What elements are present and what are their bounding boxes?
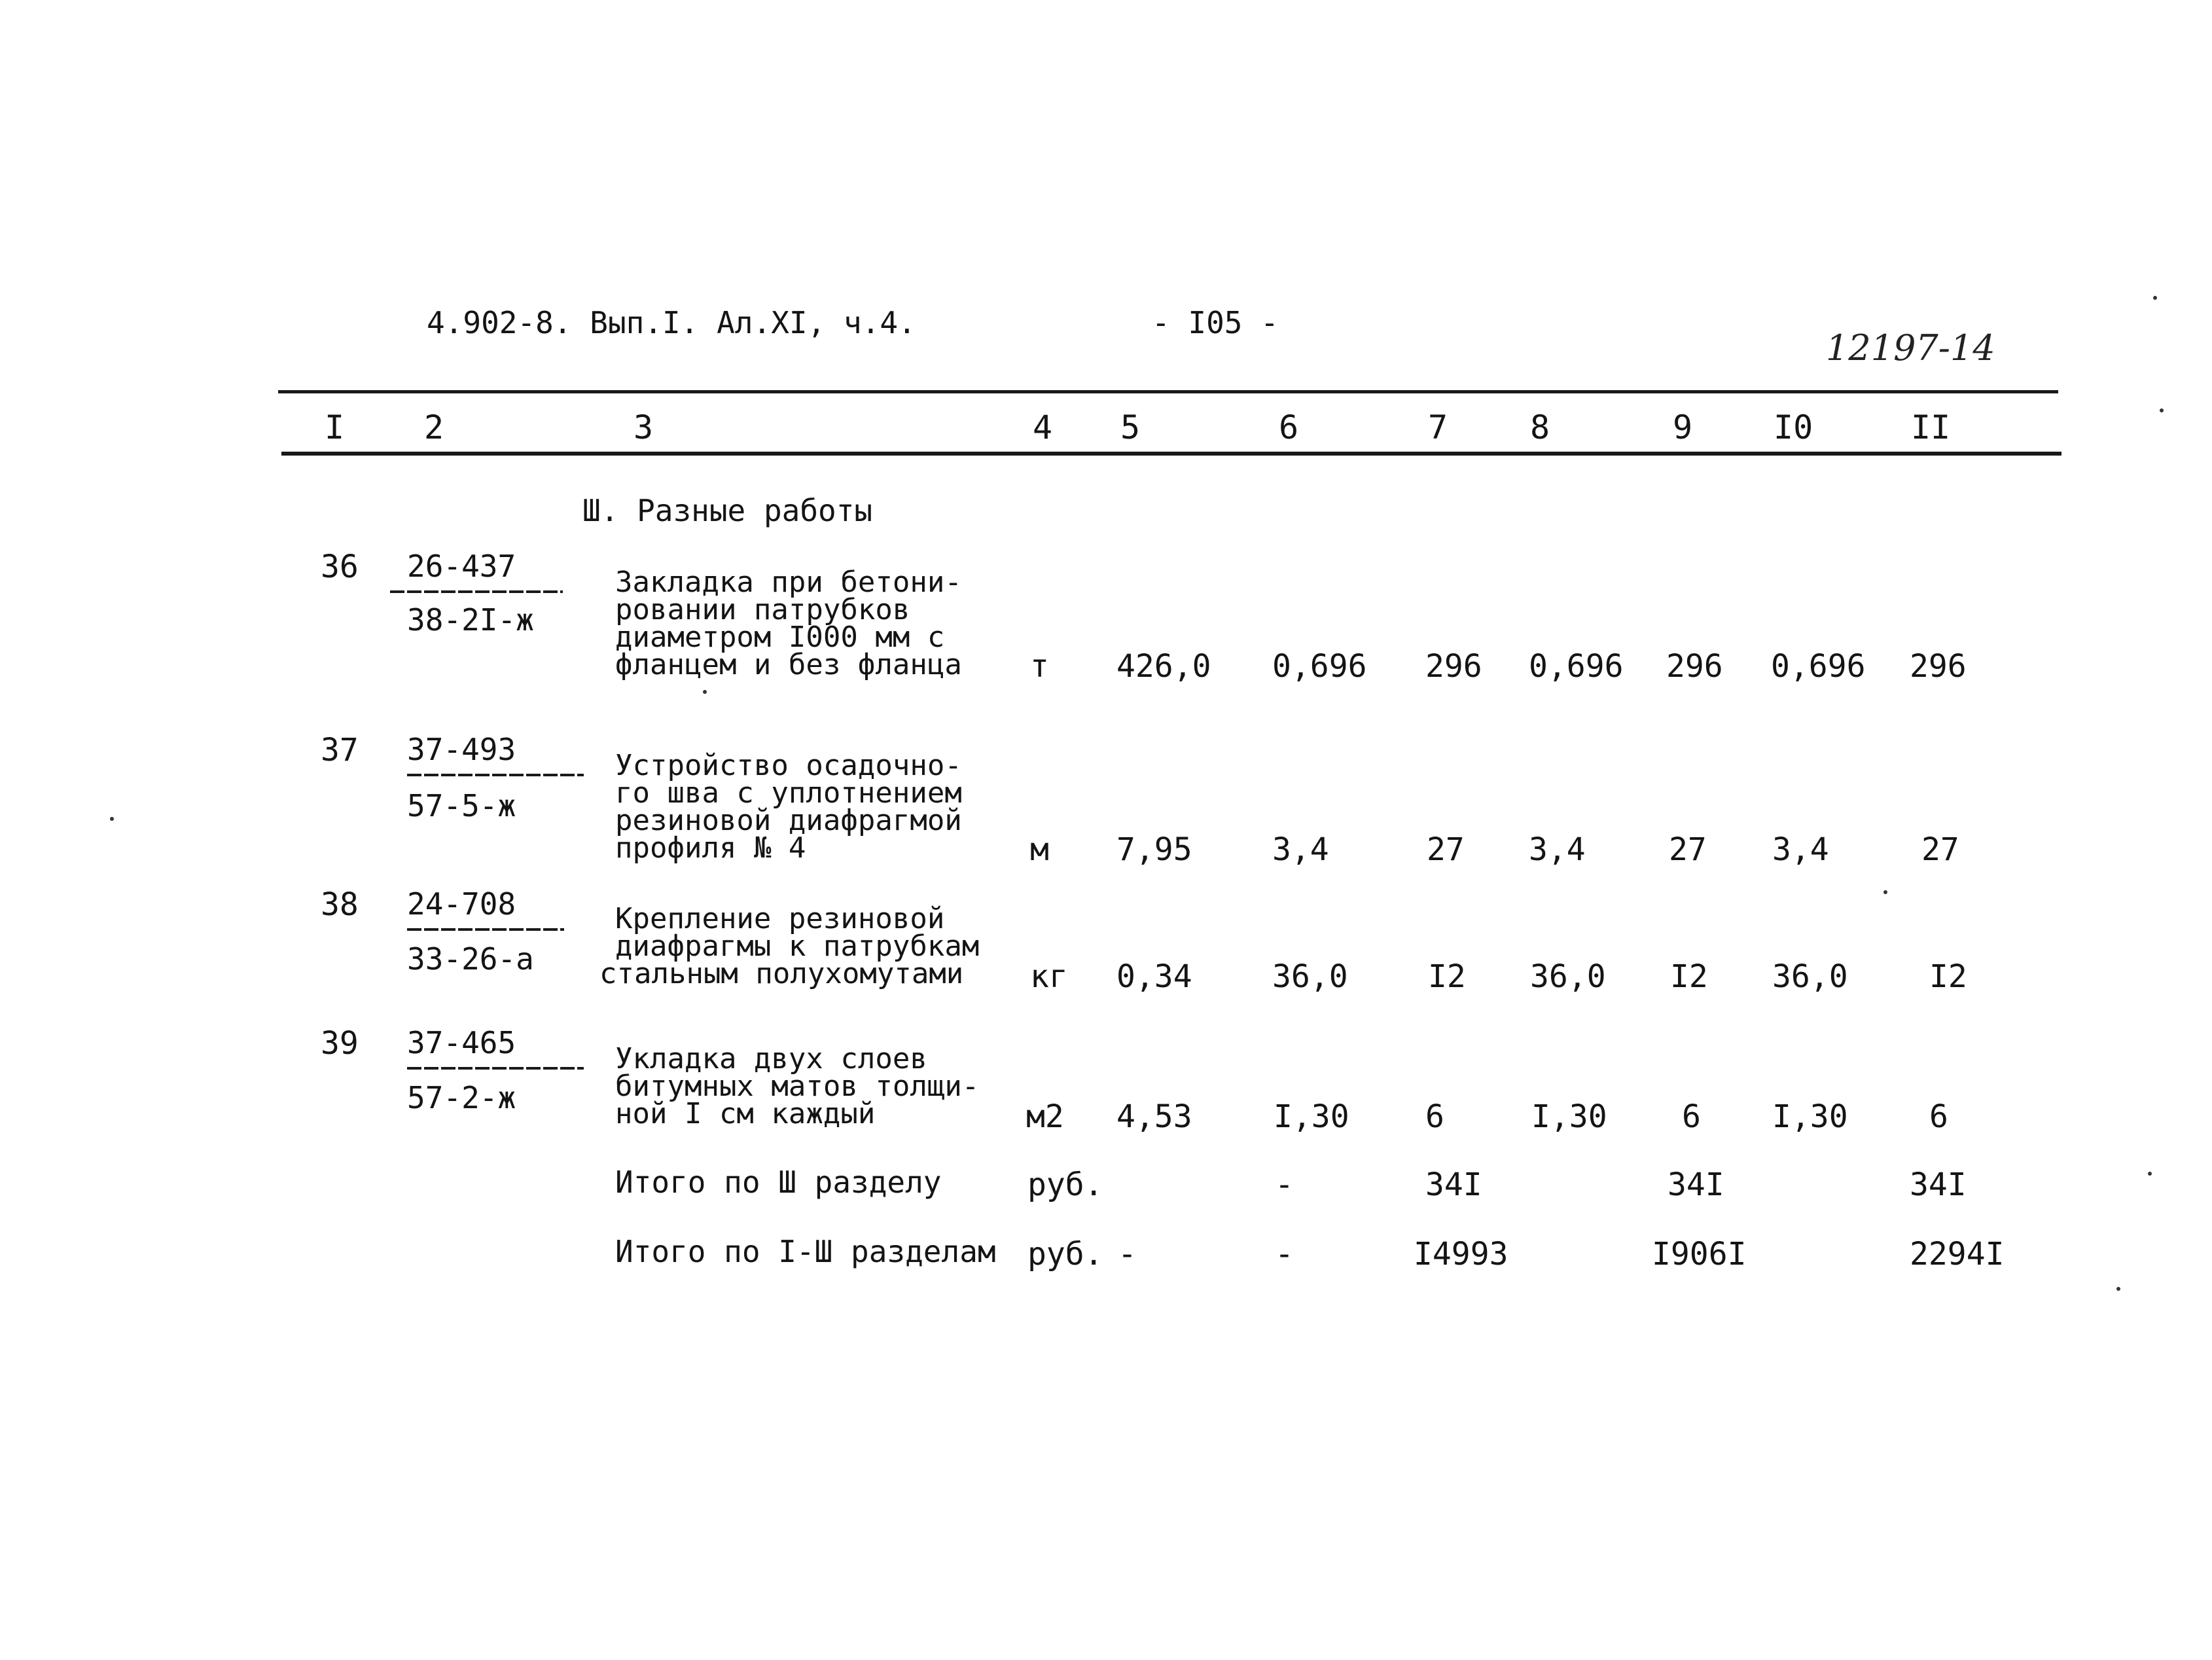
column-number-2: 2	[424, 408, 444, 446]
cost-col9: 27	[1669, 831, 1707, 868]
quantity-col6: 3,4	[1272, 831, 1329, 868]
quantity-col10: I,30	[1772, 1098, 1848, 1135]
scan-speck	[1883, 890, 1887, 894]
work-description-line: диафрагмы к патрубкам	[615, 929, 980, 963]
norm-code-bottom: 57-2-ж	[407, 1080, 516, 1115]
scan-speck	[110, 817, 114, 821]
totals-label: Итого по Ш разделу	[615, 1164, 942, 1200]
norm-code-bottom: 33-26-а	[407, 941, 534, 977]
quantity-col8: 36,0	[1530, 958, 1606, 995]
norm-code-top: 26-437	[407, 549, 516, 584]
work-description-line: ной I см каждый	[615, 1097, 876, 1130]
table-top-rule	[278, 390, 2058, 393]
scan-speck	[703, 690, 707, 694]
cost-col11: 296	[1910, 648, 1967, 685]
column-number-6: 6	[1279, 408, 1299, 446]
quantity-col8: I,30	[1531, 1098, 1607, 1135]
row-number: 39	[321, 1025, 359, 1062]
unit: т	[1030, 648, 1049, 685]
totals-col5: -	[1118, 1236, 1137, 1272]
work-description-line: диаметром I000 мм с	[615, 621, 945, 654]
code-fraction-line	[390, 590, 563, 593]
work-description-line: ровании патрубков	[615, 593, 910, 626]
cost-col7: 296	[1425, 648, 1482, 685]
totals-label: Итого по I-Ш разделам	[615, 1234, 996, 1269]
unit: кг	[1030, 958, 1068, 995]
column-number-5: 5	[1120, 408, 1141, 446]
code-fraction-line	[407, 774, 584, 776]
row-number: 36	[321, 549, 359, 585]
work-description-line: Крепление резиновой	[615, 902, 945, 935]
handwritten-inventory-number: 12197-14	[1826, 327, 1995, 369]
totals-col11: 34I	[1910, 1166, 1967, 1203]
cost-col9: 296	[1666, 648, 1723, 685]
totals-col7: I4993	[1414, 1236, 1508, 1272]
totals-col9: I906I	[1652, 1236, 1747, 1272]
unit-price: 7,95	[1116, 831, 1192, 868]
row-number: 38	[321, 886, 359, 923]
work-description-line: Укладка двух слоев	[615, 1042, 927, 1075]
quantity-col6: 36,0	[1272, 958, 1348, 995]
column-number-11: II	[1911, 408, 1951, 446]
cost-col7: I2	[1428, 958, 1466, 995]
scan-speck	[2160, 408, 2164, 412]
column-number-1: I	[325, 408, 345, 446]
column-number-9: 9	[1673, 408, 1693, 446]
quantity-col8: 3,4	[1529, 831, 1586, 868]
totals-col7: 34I	[1425, 1166, 1482, 1203]
totals-col6: -	[1275, 1236, 1294, 1272]
scan-speck	[2148, 1172, 2152, 1176]
work-description-line: фланцем и без фланца	[615, 648, 962, 681]
unit-price: 0,34	[1116, 958, 1192, 995]
totals-col11: 2294I	[1910, 1236, 2005, 1272]
norm-code-bottom: 38-2I-ж	[407, 602, 534, 638]
scan-speck	[2153, 296, 2157, 300]
unit: м2	[1026, 1098, 1064, 1135]
quantity-col6: I,30	[1274, 1098, 1349, 1135]
column-number-10: I0	[1774, 408, 1813, 446]
cost-col11: 6	[1929, 1098, 1948, 1135]
work-description-line: стальным полухомутами	[599, 957, 964, 990]
work-description-line: Закладка при бетони-	[615, 566, 962, 599]
quantity-col10: 0,696	[1771, 648, 1866, 685]
norm-code-top: 37-465	[407, 1025, 516, 1060]
totals-col6: -	[1275, 1166, 1294, 1203]
work-description-line: го шва с уплотнением	[615, 776, 962, 810]
unit-price: 426,0	[1116, 648, 1211, 685]
norm-code-bottom: 57-5-ж	[407, 788, 516, 823]
cost-col9: 6	[1682, 1098, 1701, 1135]
totals-col9: 34I	[1668, 1166, 1724, 1203]
work-description-line: профиля № 4	[615, 831, 806, 865]
column-number-7: 7	[1428, 408, 1448, 446]
row-number: 37	[321, 732, 359, 768]
column-number-4: 4	[1033, 408, 1053, 446]
column-number-3: 3	[633, 408, 654, 446]
totals-unit: руб.	[1027, 1236, 1103, 1272]
column-number-8: 8	[1530, 408, 1550, 446]
work-description-line: резиновой диафрагмой	[615, 804, 962, 837]
unit-price: 4,53	[1116, 1098, 1192, 1135]
norm-code-top: 37-493	[407, 732, 516, 767]
section-title: Ш. Разные работы	[582, 493, 873, 528]
cost-col9: I2	[1670, 958, 1708, 995]
code-fraction-line	[407, 1067, 584, 1070]
code-fraction-line	[407, 928, 564, 931]
cost-col7: 27	[1427, 831, 1465, 868]
table-header-rule	[281, 452, 2061, 456]
scan-speck	[2116, 1287, 2120, 1291]
work-description-line: Устройство осадочно-	[615, 749, 962, 782]
quantity-col10: 3,4	[1772, 831, 1829, 868]
work-description-line: битумных матов толщи-	[615, 1070, 980, 1103]
cost-col11: 27	[1921, 831, 1959, 868]
quantity-col6: 0,696	[1272, 648, 1367, 685]
cost-col11: I2	[1929, 958, 1967, 995]
totals-unit: руб.	[1027, 1166, 1103, 1203]
cost-col7: 6	[1425, 1098, 1444, 1135]
document-reference: 4.902-8. Вып.I. Ал.XI, ч.4.	[427, 305, 916, 340]
page-number: - I05 -	[1152, 305, 1279, 340]
norm-code-top: 24-708	[407, 886, 516, 922]
unit: м	[1030, 831, 1049, 868]
quantity-col8: 0,696	[1529, 648, 1624, 685]
quantity-col10: 36,0	[1772, 958, 1848, 995]
